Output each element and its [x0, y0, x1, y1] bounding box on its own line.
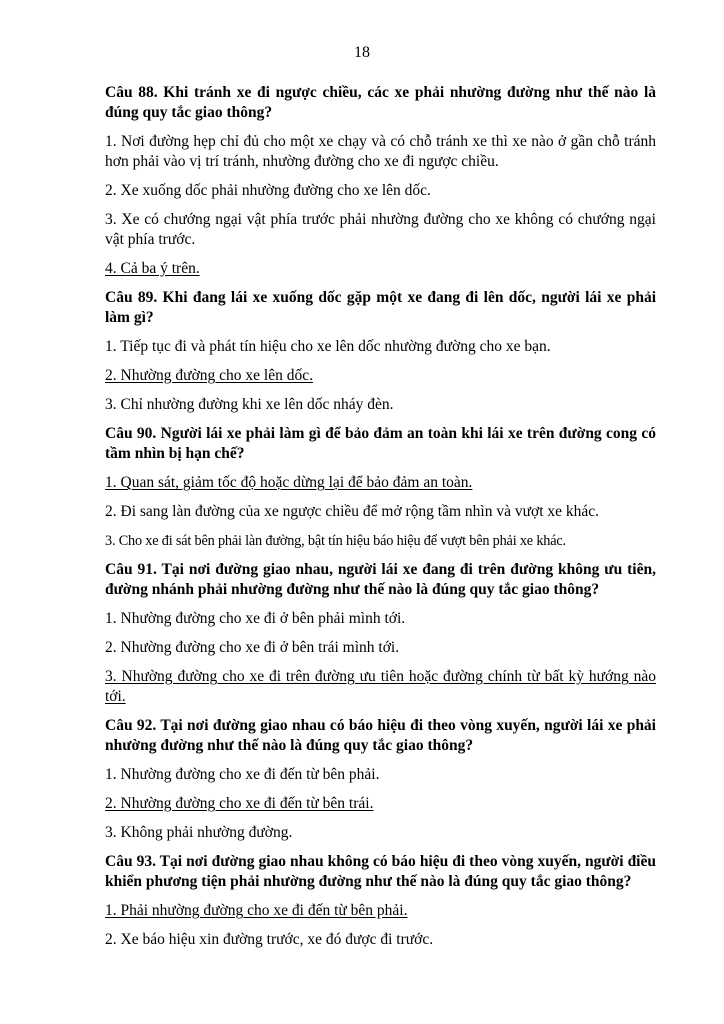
question-list [105, 83, 656, 959]
question-title: Câu 93. Tại nơi đường giao nhau không có báo hiệu đi theo vòng xuyến, người điều khiển phương tiện phải nhường đường như thế nào là đúng quy tắc giao thông? [105, 853, 656, 890]
answer-option: 3. Không phải nhường đường. [105, 824, 293, 841]
question-title: Câu 89. Khi đang lái xe xuống dốc gặp một xe đang đi lên dốc, người lái xe phải làm gì? [105, 289, 656, 326]
answer-option: 1. Nơi đường hẹp chỉ đủ cho một xe chạy và có chỗ tránh xe thì xe nào ở gần chỗ tránh hơn phải vào vị trí tránh, nhường đường cho xe đi ngược chiều. [105, 133, 656, 170]
question-title: Câu 91. Tại nơi đường giao nhau, người lái xe đang đi trên đường không ưu tiên, đường nhánh phải nhường đường như thế nào là đúng quy tắc giao thông? [105, 561, 656, 598]
correct-answer-option: 1. Quan sát, giảm tốc độ hoặc dừng lại để bảo đảm an toàn. [105, 474, 473, 491]
answer-option: 1. Nhường đường cho xe đi ở bên phải mình tới. [105, 610, 406, 627]
answer-option: 2. Nhường đường cho xe đi ở bên trái mình tới. [105, 639, 400, 656]
question-block-91 [105, 560, 656, 707]
answer-option: 3. Chỉ nhường đường khi xe lên dốc nháy đèn. [105, 396, 394, 413]
answer-option: 2. Xe xuống dốc phải nhường đường cho xe lên dốc. [105, 182, 431, 199]
answer-option: 3. Cho xe đi sát bên phải làn đường, bật tín hiệu báo hiệu để vượt bên phải xe khác. [105, 533, 566, 549]
correct-answer-option: 4. Cả ba ý trên. [105, 260, 200, 277]
correct-answer-option: 1. Phải nhường đường cho xe đi đến từ bên phải. [105, 902, 408, 919]
answer-option: 2. Xe báo hiệu xin đường trước, xe đó được đi trước. [105, 931, 434, 948]
answer-option: 1. Tiếp tục đi và phát tín hiệu cho xe lên dốc nhường đường cho xe bạn. [105, 338, 551, 355]
correct-answer-option: 2. Nhường đường cho xe lên dốc. [105, 367, 313, 384]
question-title: Câu 90. Người lái xe phải làm gì để bảo đảm an toàn khi lái xe trên đường cong có tầm nhìn bị hạn chế? [105, 425, 656, 462]
correct-answer-option: 3. Nhường đường cho xe đi trên đường ưu tiên hoặc đường chính từ bất kỳ hướng nào tới. [105, 668, 656, 705]
question-block-89 [105, 288, 656, 415]
question-block-90 [105, 424, 656, 551]
answer-option: 1. Nhường đường cho xe đi đến từ bên phải. [105, 766, 380, 783]
question-title: Câu 88. Khi tránh xe đi ngược chiều, các xe phải nhường đường như thế nào là đúng quy tắc giao thông? [105, 84, 656, 121]
question-block-88 [105, 83, 656, 279]
question-block-92 [105, 716, 656, 843]
answer-option: 3. Xe có chướng ngại vật phía trước phải nhường đường cho xe không có chướng ngại vật phía trước. [105, 211, 656, 248]
correct-answer-option: 2. Nhường đường cho xe đi đến từ bên trái. [105, 795, 374, 812]
question-title: Câu 92. Tại nơi đường giao nhau có báo hiệu đi theo vòng xuyến, người lái xe phải nhường đường như thế nào là đúng quy tắc giao thông? [105, 717, 656, 754]
question-block-93 [105, 852, 656, 950]
answer-option: 2. Đi sang làn đường của xe ngược chiều để mở rộng tầm nhìn và vượt xe khác. [105, 503, 600, 520]
page-number: 18 [354, 44, 370, 61]
